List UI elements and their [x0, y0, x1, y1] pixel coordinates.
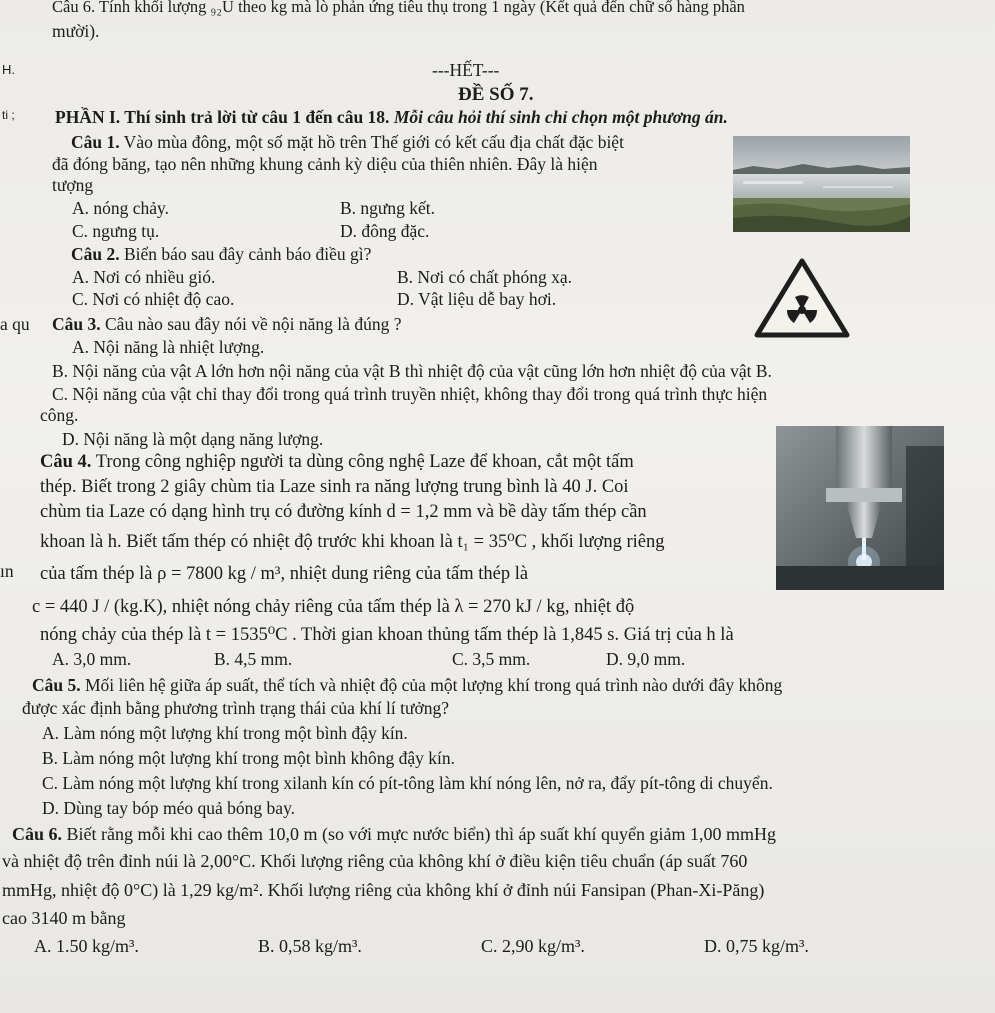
- q4-line-2: thép. Biết trong 2 giây chùm tia Laze sinh ra năng lượng trung bình là 40 J. Coi: [40, 477, 629, 497]
- q2-option-a[interactable]: A. Nơi có nhiều gió.: [72, 267, 216, 287]
- q4-option-a[interactable]: A. 3,0 mm.: [52, 649, 132, 669]
- q4-option-c[interactable]: C. 3,5 mm.: [452, 649, 531, 669]
- q3-label: Câu 3.: [52, 314, 101, 334]
- margin-note-ti: ti ;: [2, 108, 15, 122]
- q3-option-d[interactable]: D. Nội năng là một dạng năng lượng.: [62, 429, 324, 449]
- q5-line-1: [32, 674, 782, 696]
- q4-line-3: chùm tia Laze có dạng hình trụ có đường kính d = 1,2 mm và bề dày tấm thép cần: [40, 502, 647, 522]
- q4-line-5: của tấm thép là ρ = 7800 kg / m³, nhiệt dung riêng của tấm thép là: [40, 564, 529, 584]
- margin-note-aq: a qu: [0, 314, 30, 334]
- q6-line-2: và nhiệt độ trên đỉnh núi là 2,00°C. Khối lượng riêng của không khí ở điều kiện tiêu chuẩn (áp suất 760: [2, 851, 748, 871]
- q5-option-c[interactable]: C. Làm nóng một lượng khí trong xilanh kín có pít-tông làm khí nóng lên, nở ra, đẩy pít-tông di chuyển.: [42, 773, 773, 793]
- q1-option-d[interactable]: D. đông đặc.: [340, 221, 430, 241]
- q2-option-b[interactable]: B. Nơi có chất phóng xạ.: [397, 267, 572, 287]
- q3-text: Câu nào sau đây nói về nội năng là đúng ?: [100, 314, 402, 334]
- q4-option-b[interactable]: B. 4,5 mm.: [214, 649, 293, 669]
- q1-option-b[interactable]: B. ngưng kết.: [340, 198, 436, 218]
- part-heading: [55, 106, 728, 128]
- q1-line-1: [71, 131, 624, 153]
- q1-line-3: tượng: [52, 175, 94, 195]
- q4-option-d[interactable]: D. 9,0 mm.: [606, 649, 686, 669]
- q6-line-1: [12, 823, 776, 845]
- q2-text: Biển báo sau đây cảnh báo điều gì?: [119, 244, 372, 264]
- radiation-icon: [754, 257, 850, 339]
- q5-option-d[interactable]: D. Dùng tay bóp méo quả bóng bay.: [42, 798, 296, 818]
- q4-text-1: Trong công nghiệp người ta dùng công nghệ Laze để khoan, cắt một tấm: [91, 452, 634, 472]
- q6-label: Câu 6.: [12, 824, 63, 844]
- end-marker: ---HẾT---: [432, 60, 500, 80]
- exam-title: ĐỀ SỐ 7.: [458, 84, 534, 105]
- q1-option-c[interactable]: C. ngưng tụ.: [72, 221, 160, 241]
- previous-question-line-2: mười).: [52, 21, 100, 41]
- margin-note-an: ın: [0, 561, 14, 581]
- q4-line-1: [40, 451, 634, 473]
- q3-line: [52, 313, 401, 335]
- q6-option-c[interactable]: C. 2,90 kg/m³.: [481, 936, 585, 956]
- q5-line-2: được xác định bằng phương trình trạng thái của khí lí tưởng?: [22, 698, 450, 718]
- q3-option-c-cont: công.: [40, 405, 79, 425]
- part-heading-label: PHẦN I. Thí sinh trả lời từ câu 1 đến câu 18.: [55, 107, 390, 127]
- q1-option-a[interactable]: A. nóng chảy.: [72, 198, 170, 218]
- laser-drill-illustration: [776, 426, 944, 590]
- margin-note-h: H.: [2, 62, 15, 77]
- q5-option-a[interactable]: A. Làm nóng một lượng khí trong một bình đậy kín.: [42, 723, 408, 743]
- q4-line-7: nóng chảy của thép là t = 1535⁰C . Thời gian khoan thủng tấm thép là 1,845 s. Giá trị của h là: [40, 625, 734, 645]
- laser-drill-photo: [776, 426, 944, 590]
- q5-label: Câu 5.: [32, 675, 81, 695]
- part-instruction: Mỗi câu hỏi thí sinh chỉ chọn một phương án.: [393, 107, 728, 127]
- q6-text-1: Biết rằng mỗi khi cao thêm 10,0 m (so với mực nước biển) thì áp suất khí quyển giảm 1,00 mmHg: [62, 824, 776, 844]
- q2-line: [71, 243, 371, 265]
- q6-option-b[interactable]: B. 0,58 kg/m³.: [258, 936, 362, 956]
- q6-option-d[interactable]: D. 0,75 kg/m³.: [704, 936, 809, 956]
- frozen-lake-photo: [733, 136, 910, 232]
- q1-label: Câu 1.: [71, 132, 120, 152]
- q2-option-d[interactable]: D. Vật liệu dễ bay hơi.: [397, 289, 557, 309]
- q4-line-6: c = 440 J / (kg.K), nhiệt nóng chảy riêng của tấm thép là λ = 270 kJ / kg, nhiệt độ: [32, 597, 635, 617]
- q6-line-4: cao 3140 m bằng: [2, 908, 126, 928]
- q6-option-a[interactable]: A. 1.50 kg/m³.: [34, 936, 139, 956]
- q2-label: Câu 2.: [71, 244, 120, 264]
- radiation-warning-sign: [754, 257, 850, 339]
- q1-line-2: đã đóng băng, tạo nên những khung cảnh kỳ diệu của thiên nhiên. Đây là hiện: [52, 154, 598, 174]
- q1-text-1: Vào mùa đông, một số mặt hồ trên Thế giới có kết cấu địa chất đặc biệt: [119, 132, 624, 152]
- q4-label: Câu 4.: [40, 452, 92, 472]
- q3-option-a[interactable]: A. Nội năng là nhiệt lượng.: [72, 337, 265, 357]
- q3-option-c[interactable]: C. Nội năng của vật chỉ thay đổi trong quá trình truyền nhiệt, không thay đổi trong quá trình thực hiện: [52, 384, 768, 404]
- frozen-lake-illustration: [733, 136, 910, 232]
- q6-line-3: mmHg, nhiệt độ 0°C) là 1,29 kg/m². Khối lượng riêng của không khí ở đỉnh núi Fansipan (Phan-Xi-Păng): [2, 880, 765, 900]
- q5-text-1: Mối liên hệ giữa áp suất, thể tích và nhiệt độ của một lượng khí trong quá trình nào dưới đây không: [80, 675, 783, 695]
- previous-question-line: Câu 6. Tính khối lượng ₉₂U theo kg mà lò phản ứng tiêu thụ trong 1 ngày (Kết quả đến chữ số hàng phần: [52, 0, 745, 16]
- q3-option-b[interactable]: B. Nội năng của vật A lớn hơn nội năng của vật B thì nhiệt độ của vật cũng lớn hơn nhiệt độ của vật B.: [52, 361, 772, 381]
- q4-line-4: khoan là h. Biết tấm thép có nhiệt độ trước khi khoan là t₁ = 35⁰C , khối lượng riêng: [40, 532, 665, 552]
- q2-option-c[interactable]: C. Nơi có nhiệt độ cao.: [72, 289, 235, 309]
- q5-option-b[interactable]: B. Làm nóng một lượng khí trong một bình không đậy kín.: [42, 748, 455, 768]
